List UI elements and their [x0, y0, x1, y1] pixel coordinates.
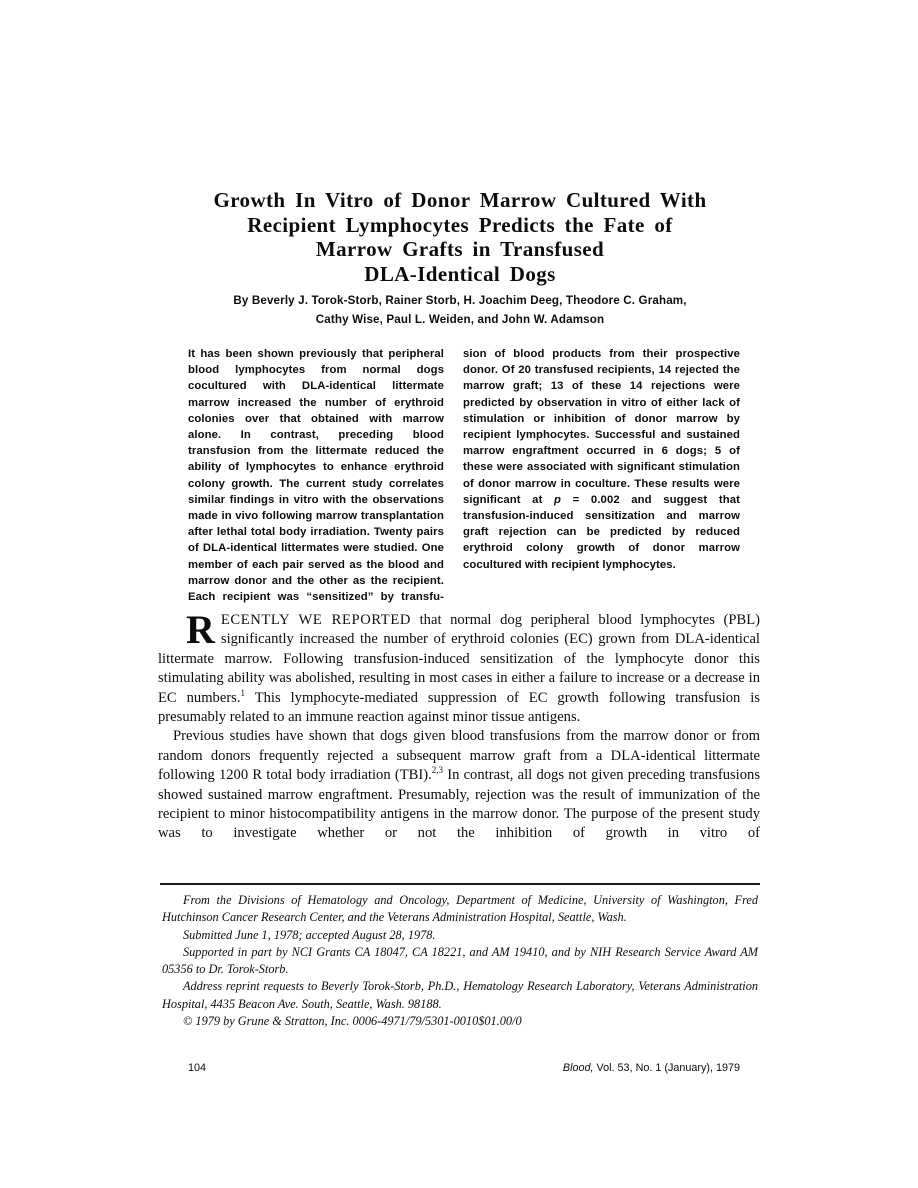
journal-reference: [563, 1062, 760, 1074]
title-line-4: DLA-Identical Dogs: [364, 261, 556, 286]
citation-superscript-1: 1: [240, 687, 246, 698]
paragraph-1-text-continued: This lymphocyte-mediated suppression of EC growth following transfusion is presumably related to an immune reaction against minor tissue antigens.: [158, 689, 760, 726]
footnote-submitted: Submitted June 1, 1978; accepted August 28, 1978.: [183, 927, 436, 942]
footnote-reprints: Address reprint requests to Beverly Torok-Storb, Ph.D., Hematology Research Laboratory, Veterans Administration Hospital, 4435 Beacon Ave. South, Seattle, Wash. 98188.: [162, 979, 758, 1011]
title-line-1: Growth In Vitro of Donor Marrow Cultured With: [213, 188, 707, 212]
author-line-1: By Beverly J. Torok-Storb, Rainer Storb, H. Joachim Deeg, Theodore C. Graham,: [233, 294, 687, 307]
abstract: [188, 346, 740, 605]
journal-volume-info: Vol. 53, No. 1 (January), 1979: [593, 1062, 740, 1074]
footnote-divider: [160, 883, 760, 885]
author-byline: [160, 291, 760, 329]
paragraph-1-text: that normal dog peripheral blood lymphocytes (PBL) significantly increased the number of erythroid colonies (EC) grown from DLA-identical littermate marrow. Following transfusion-induced sensitization of the lymphocyte donor this stimulating ability was abolished, resulting in most cases in either a failure to increase or a decrease in EC numbers.: [158, 612, 760, 706]
body-paragraph-2: [158, 727, 760, 843]
footnotes: [162, 892, 758, 1030]
footnote-support: Supported in part by NCI Grants CA 18047, CA 18221, and AM 19410, and by NIH Research Service Award AM 05356 to Dr. Torok-Storb.: [162, 944, 758, 977]
abstract-column-2: [463, 346, 740, 605]
citation-superscript-2-3: 2,3: [431, 765, 443, 776]
article-title: [160, 188, 760, 286]
paragraph-lead-caps: ECENTLY WE REPORTED: [220, 612, 411, 628]
paragraph-2-text-continued: In contrast, all dogs not given preceding transfusions showed sustained marrow engraftment. Presumably, rejection was the result of immunization of the recipient to minor histocompatibility antigens in the marrow donor. The purpose of the present study was to investigate whether or not the inhibition of growth in vitro of: [158, 767, 761, 842]
paragraph-2-text: Previous studies have shown that dogs given blood transfusions from the marrow donor or from random donors frequently rejected a subsequent marrow graft from a DLA-identical littermate following 1200 R total body irradiation (TBI).: [158, 728, 760, 784]
drop-cap: R: [186, 607, 215, 652]
title-line-3: Marrow Grafts in Transfused: [315, 237, 605, 261]
journal-name: Blood,: [562, 1062, 594, 1074]
author-line-2: Cathy Wise, Paul L. Weiden, and John W. Adamson: [315, 313, 605, 326]
abstract-column-1: It has been shown previously that peripheral blood lymphocytes from normal dogs cocultured with DLA-identical littermate marrow increased the number of erythroid colonies over that obtained with marrow alone. In contrast, preceding blood transfusion from the littermate reduced the ability of lymphocytes to enhance erythroid colony growth. The current study correlates similar findings in vitro with the observations made in vivo following marrow transplantation after lethal total body irradiation. Twenty pairs of DLA-identical littermates were studied. One member of each pair served as the blood and marrow donor and the other as the recipient. Each recipient was “sensitized” by transfu-: [188, 348, 444, 604]
footnote-affiliation: From the Divisions of Hematology and Oncology, Department of Medicine, University of Washington, Fred Hutchinson Cancer Research Center, and the Veterans Administration Hospital, Seattle, Wash.: [162, 893, 758, 925]
page-number: 104: [188, 1062, 207, 1074]
p-value-symbol: p: [554, 493, 562, 506]
abstract-text-after-p: = 0.002 and suggest that transfusion-induced sensitization and marrow graft rejection can be predicted by reduced erythroid colony growth of donor marrow cocultured with recipient lymphocytes.: [463, 493, 740, 571]
article-body: [158, 607, 761, 844]
abstract-text-before-p: sion of blood products from their prospective donor. Of 20 transfused recipients, 14 rejected the marrow graft; 13 of these 14 rejections were predicted by observation in vitro of either lack of stimulation or inhibition of donor marrow by recipient lymphocytes. Successful and sustained marrow engraftment occurred in 6 dogs; 5 of these were associated with significant stimulation of donor marrow in coculture. These results were significant at: [463, 348, 740, 506]
body-paragraph-1: [158, 607, 760, 727]
footnote-copyright: © 1979 by Grune & Stratton, Inc. 0006-4971/79/5301-0010$01.00/0: [183, 1014, 522, 1029]
page-footer: [160, 1062, 760, 1074]
title-line-2: Recipient Lymphocytes Predicts the Fate of: [247, 212, 673, 237]
